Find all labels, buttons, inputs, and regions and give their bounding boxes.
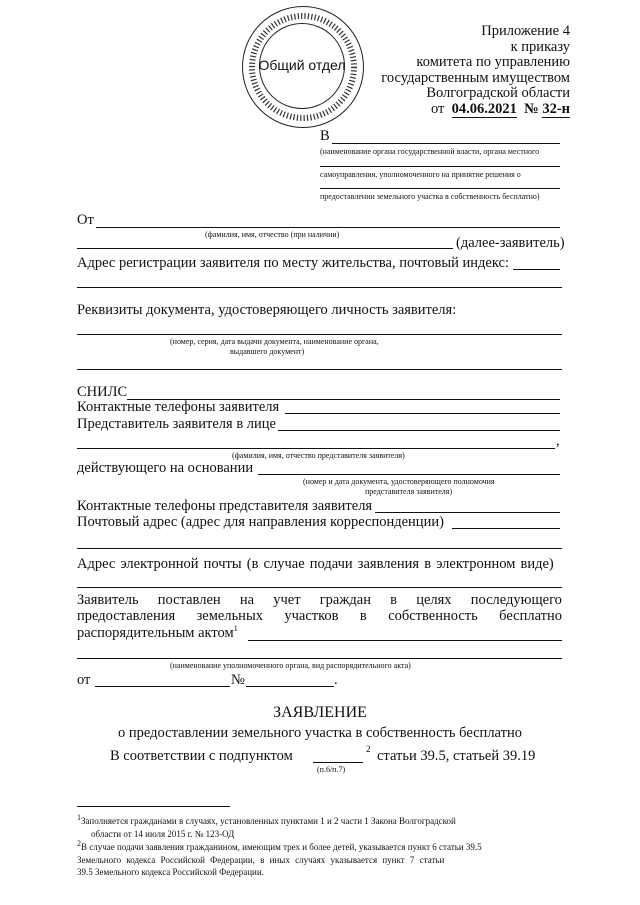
recipient-field-3[interactable] bbox=[320, 188, 560, 189]
id-doc-hint2: выдавшего документ) bbox=[230, 347, 305, 356]
act-label: распорядительным актом$^1$ bbox=[77, 624, 238, 641]
fio-field-2[interactable] bbox=[77, 248, 453, 249]
appendix-line3: комитета по управлению bbox=[416, 54, 570, 70]
body-hint: (п.6/п.7) bbox=[317, 765, 346, 774]
address-field[interactable] bbox=[513, 269, 560, 270]
recipient-hint1: (наименование органа государственной власти, органа местного bbox=[320, 147, 540, 156]
basis-hint2: представителя заявителя) bbox=[365, 487, 453, 496]
postal-field[interactable] bbox=[452, 528, 560, 529]
appendix-date: 04.06.2021 bbox=[451, 100, 517, 117]
email-field[interactable] bbox=[77, 587, 562, 588]
representative-field-2[interactable] bbox=[77, 448, 555, 449]
body-rest: статьи 39.5, статьей 39.19 bbox=[377, 748, 536, 764]
recipient-hint2: самоуправления, уполномоченного на принятие решения о bbox=[320, 170, 521, 179]
act-field[interactable] bbox=[248, 640, 562, 641]
id-doc-label: Реквизиты документа, удостоверяющего личность заявителя: bbox=[77, 302, 457, 318]
registration-row1: Заявитель поставлен на учет граждан в целях последующего bbox=[77, 592, 562, 608]
recipient-prefix: В bbox=[320, 128, 330, 144]
fio-field[interactable] bbox=[96, 227, 560, 228]
email-label: Адрес электронной почты (в случае подачи заявления в электронном виде) bbox=[77, 556, 554, 572]
snils-label: СНИЛС bbox=[77, 384, 128, 400]
basis-label: действующего на основании bbox=[77, 460, 254, 476]
appendix-block bbox=[381, 24, 570, 117]
stamp-label: Общий отдел bbox=[258, 57, 346, 73]
registration-row2: предоставления земельных участков в собственность бесплатно bbox=[77, 608, 562, 624]
appendix-line4: государственным имуществом bbox=[381, 69, 570, 86]
act-date-field[interactable] bbox=[95, 686, 230, 687]
representative-hint: (фамилия, имя, отчество представителя заявителя) bbox=[232, 451, 405, 460]
id-doc-field-2[interactable] bbox=[77, 369, 562, 370]
address-field-2[interactable] bbox=[77, 287, 562, 288]
recipient-field[interactable] bbox=[332, 143, 560, 144]
appendix-number: 32-н bbox=[542, 100, 570, 117]
id-doc-hint1: (номер, серия, дата выдачи документа, наименование органа, bbox=[170, 337, 379, 346]
act-dot: . bbox=[334, 672, 338, 688]
postal-label: Почтовый адрес (адрес для направления корреспонденции) bbox=[77, 514, 444, 530]
basis-field[interactable] bbox=[258, 474, 560, 475]
stamp bbox=[242, 6, 364, 128]
rep-phones-label: Контактные телефоны представителя заявителя bbox=[77, 498, 373, 514]
representative-field[interactable] bbox=[278, 430, 560, 431]
recipient-field-2[interactable] bbox=[320, 166, 560, 167]
footnote-2: $^2$В случае подачи заявления гражданином, имеющим трех и более детей, указывается пункт 6 статьи 39.5 Земельного кодекса Российской Федерации, в иных случаях указывается пункт 7 статьи 39.5 Земельного кодекса Российской Федерации. bbox=[77, 839, 482, 877]
footnote-1: $^1$Заполняется гражданами в случаях, установленных пунктами 1 и 2 части 1 Закона Волгоградской области от 14 июля 2015 г. № 123-ОД bbox=[77, 813, 456, 839]
act-date-label: от bbox=[77, 672, 91, 688]
postal-field-2[interactable] bbox=[77, 548, 562, 549]
body-start: В соответствии с подпунктом bbox=[110, 748, 293, 764]
footnote-separator bbox=[77, 806, 230, 807]
act-number-field[interactable] bbox=[246, 686, 334, 687]
representative-label: Представитель заявителя в лице bbox=[77, 416, 276, 432]
appendix-line5: Волгоградской области bbox=[426, 85, 570, 101]
applicant-alias: (далее-заявитель) bbox=[456, 235, 565, 251]
recipient-hint3: предоставлении земельного участка в собственность бесплатно) bbox=[320, 192, 540, 201]
document-subtitle: о предоставлении земельного участка в собственность бесплатно bbox=[118, 725, 522, 741]
appendix-line1: Приложение 4 bbox=[481, 23, 570, 39]
basis-hint1: (номер и дата документа, удостоверяющего полномочия bbox=[303, 477, 495, 486]
phones-label: Контактные телефоны заявителя bbox=[77, 399, 280, 415]
act-number-label: № bbox=[231, 672, 245, 688]
act-hint: (наименование уполномоченного органа, вид распорядительного акта) bbox=[170, 661, 411, 670]
body-sup: 2 bbox=[366, 744, 371, 754]
address-label: Адрес регистрации заявителя по месту жительства, почтовый индекс: bbox=[77, 255, 509, 271]
document-title: ЗАЯВЛЕНИЕ bbox=[273, 704, 367, 721]
id-doc-field[interactable] bbox=[77, 334, 562, 335]
from-label: От bbox=[77, 212, 94, 228]
fio-hint: (фамилия, имя, отчество (при наличии) bbox=[205, 230, 340, 239]
representative-comma: , bbox=[556, 433, 560, 449]
phones-field[interactable] bbox=[285, 413, 560, 414]
appendix-date-line: от 04.06.2021 № 32-н bbox=[430, 100, 570, 117]
act-field-2[interactable] bbox=[77, 658, 562, 659]
subpoint-field[interactable] bbox=[313, 762, 363, 763]
rep-phones-field[interactable] bbox=[375, 512, 560, 513]
appendix-line2: к приказу bbox=[510, 38, 570, 55]
